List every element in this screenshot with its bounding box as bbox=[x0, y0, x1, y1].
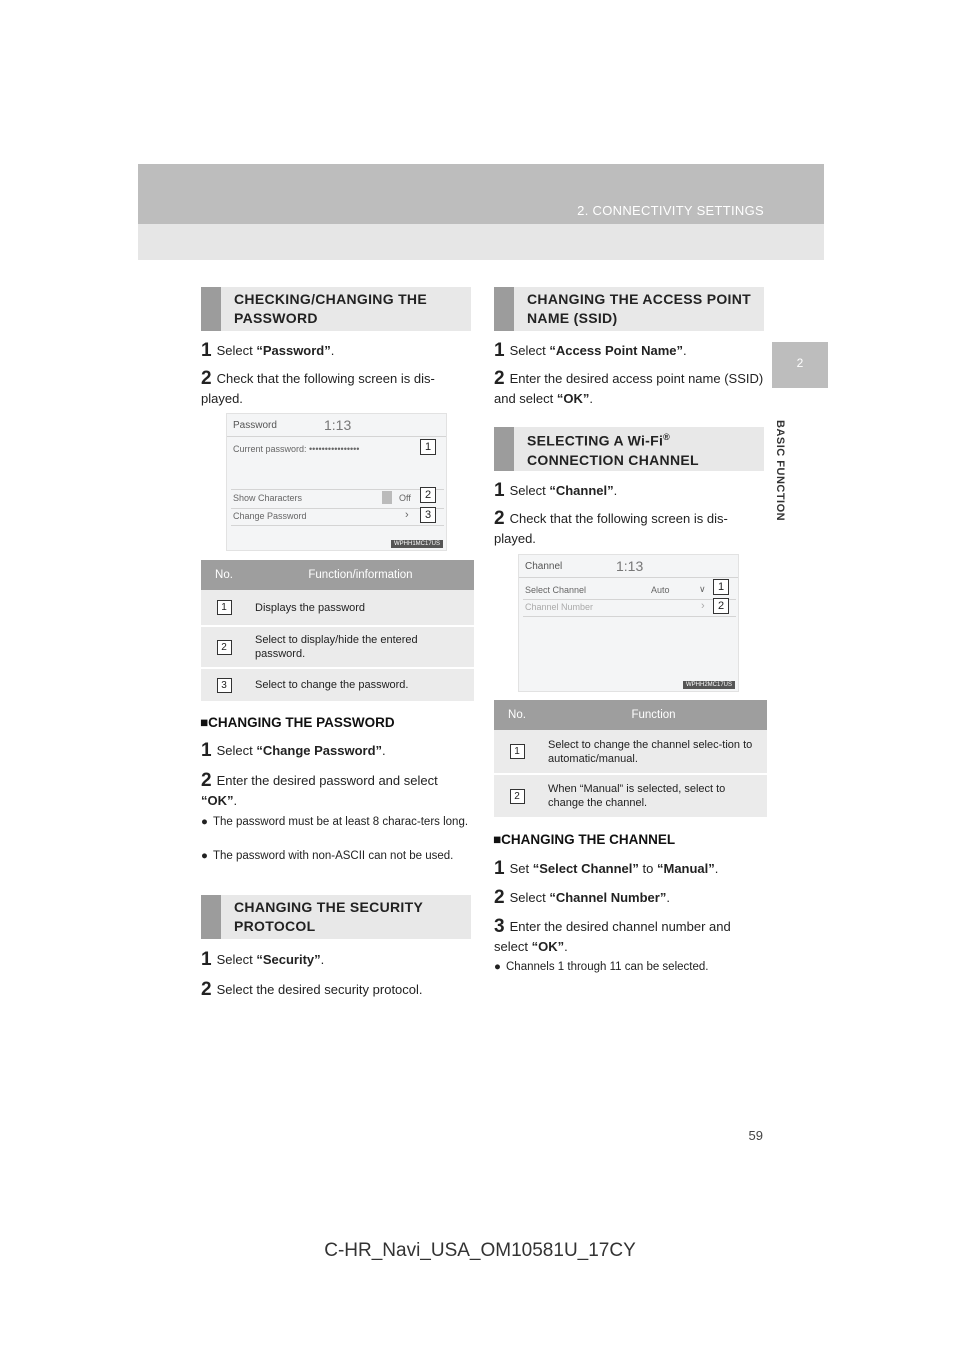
callout-2: 2 bbox=[713, 598, 729, 614]
table-row bbox=[494, 774, 767, 818]
note-text: The password with non-ASCII can not be used. bbox=[213, 850, 454, 862]
row-text: Select to change the password. bbox=[247, 668, 474, 702]
table-row bbox=[494, 730, 767, 774]
callout-2: 2 bbox=[420, 487, 436, 503]
bullet-icon: ● bbox=[494, 961, 501, 973]
table-row bbox=[201, 626, 474, 668]
wifi-channel-section-header bbox=[494, 427, 764, 471]
step-select-protocol bbox=[201, 980, 423, 1000]
step-number: 2 bbox=[494, 508, 505, 529]
header-text bbox=[514, 428, 699, 470]
header-bar bbox=[201, 287, 221, 331]
step-change-password bbox=[201, 741, 386, 761]
step-text: . bbox=[330, 343, 335, 358]
step-text: . bbox=[564, 939, 568, 954]
step-text: to bbox=[638, 861, 657, 876]
step-text: . bbox=[382, 743, 386, 758]
callout-1: 1 bbox=[713, 579, 729, 595]
changing-channel-subheading: ■CHANGING THE CHANNEL bbox=[493, 832, 676, 847]
row-text: Select to display/hide the entered password. bbox=[247, 626, 474, 668]
step-text: . bbox=[683, 343, 687, 358]
page-number: 59 bbox=[748, 1128, 763, 1143]
header-bar bbox=[494, 287, 514, 331]
callout-3: 3 bbox=[420, 507, 436, 523]
channel-mode-value[interactable]: Auto bbox=[651, 585, 670, 595]
step-number: 1 bbox=[201, 740, 212, 761]
step-keyword: “Access Point Name” bbox=[549, 343, 683, 358]
step-number: 1 bbox=[494, 340, 505, 361]
step-text: Select bbox=[509, 890, 550, 905]
header-text-line2: CONNECTION CHANNEL bbox=[527, 451, 699, 468]
image-code: WPHH1MC17US bbox=[391, 540, 443, 548]
table-row bbox=[201, 668, 474, 702]
header-text: CHANGING THE ACCESS POINT NAME (SSID) bbox=[527, 291, 751, 326]
divider bbox=[231, 525, 444, 526]
step-keyword: “OK” bbox=[556, 391, 590, 406]
header-text: CHANGING THE SECURITY PROTOCOL bbox=[234, 899, 423, 934]
step-number: 1 bbox=[494, 480, 505, 501]
change-password-label[interactable]: Change Password bbox=[233, 511, 307, 521]
step-number: 3 bbox=[494, 916, 505, 937]
section-title: 2. CONNECTIVITY SETTINGS bbox=[577, 203, 764, 218]
chapter-label bbox=[771, 420, 791, 522]
row-text: Select to change the channel selec-tion to automatic/manual. bbox=[540, 730, 767, 774]
col-no-header: No. bbox=[494, 700, 540, 730]
step-text: Check that the following screen is dis-played. bbox=[494, 511, 728, 546]
screen-title: Channel bbox=[525, 561, 563, 572]
channel-function-table bbox=[494, 700, 767, 819]
step-text: . bbox=[320, 952, 325, 967]
step-number: 2 bbox=[494, 887, 505, 908]
row-text: When “Manual” is selected, select to change the channel. bbox=[540, 774, 767, 818]
row-text: Displays the password bbox=[247, 590, 474, 626]
row-number: 1 bbox=[510, 744, 525, 759]
step-number: 1 bbox=[201, 340, 212, 361]
step-text: Set bbox=[509, 861, 533, 876]
step-number: 2 bbox=[201, 770, 212, 791]
step-text: Enter the desired channel number and select bbox=[494, 919, 731, 954]
note-text: Channels 1 through 11 can be selected. bbox=[506, 961, 709, 973]
note-non-ascii bbox=[201, 849, 473, 864]
channel-screen bbox=[518, 554, 739, 692]
step-text: Enter the desired access point name (SSID) and select bbox=[494, 371, 764, 406]
step-text: Select bbox=[216, 343, 257, 358]
security-section-header bbox=[201, 895, 471, 939]
header-bar bbox=[494, 427, 514, 471]
step-enter-ssid bbox=[494, 369, 766, 409]
step-text: Select bbox=[216, 743, 257, 758]
note-channel-range bbox=[494, 960, 766, 975]
step-keyword: “Manual” bbox=[656, 861, 715, 876]
chevron-down-icon: ∨ bbox=[699, 584, 706, 594]
step-number: 2 bbox=[201, 979, 212, 1000]
row-number: 2 bbox=[217, 640, 232, 655]
current-password-label: Current password: •••••••••••••••• bbox=[233, 444, 360, 454]
step-keyword: “Change Password” bbox=[256, 743, 383, 758]
step-text: Select bbox=[509, 343, 550, 358]
note-min-length bbox=[201, 815, 473, 830]
chevron-right-icon: › bbox=[701, 600, 705, 612]
header-text-line1: SELECTING A Wi-Fi bbox=[527, 432, 664, 449]
step-keyword: “Security” bbox=[256, 952, 321, 967]
channel-number-label[interactable]: Channel Number bbox=[525, 602, 594, 612]
step-select-access-point bbox=[494, 341, 687, 361]
divider bbox=[231, 508, 444, 509]
table-row bbox=[201, 590, 474, 626]
step-keyword: “OK” bbox=[531, 939, 565, 954]
step-select-security bbox=[201, 950, 324, 970]
divider bbox=[523, 616, 736, 617]
col-function-header: Function/information bbox=[247, 560, 474, 590]
step-number: 2 bbox=[201, 368, 212, 389]
password-function-table bbox=[201, 560, 474, 703]
screen-time: 1:13 bbox=[616, 558, 644, 574]
step-text: . bbox=[666, 890, 670, 905]
col-function-header: Function bbox=[540, 700, 767, 730]
step-text: Enter the desired password and select bbox=[216, 773, 438, 788]
select-channel-label[interactable]: Select Channel bbox=[525, 585, 587, 595]
toggle-off-label[interactable]: Off bbox=[399, 493, 411, 503]
note-text: The password must be at least 8 charac-ters long. bbox=[213, 816, 469, 828]
step-text: . bbox=[233, 793, 238, 808]
ssid-section-header bbox=[494, 287, 764, 331]
step-text: Select the desired security protocol. bbox=[216, 982, 423, 997]
divider bbox=[519, 577, 739, 578]
step-text: . bbox=[714, 861, 719, 876]
divider bbox=[231, 489, 444, 490]
step-set-manual bbox=[494, 859, 718, 879]
header-bar bbox=[201, 895, 221, 939]
step-text: . bbox=[589, 391, 593, 406]
toggle-knob bbox=[382, 491, 392, 504]
chapter-label-text: BASIC FUNCTION bbox=[774, 420, 786, 522]
step-number: 1 bbox=[201, 949, 212, 970]
divider bbox=[227, 436, 447, 437]
step-number: 2 bbox=[494, 368, 505, 389]
image-code: WPHH2MC17US bbox=[683, 681, 735, 689]
step-text: Select bbox=[216, 952, 257, 967]
chevron-right-icon: › bbox=[405, 509, 409, 521]
step-keyword: “OK” bbox=[201, 793, 234, 808]
col-no-header: No. bbox=[201, 560, 247, 590]
password-screen bbox=[226, 413, 447, 551]
callout-1: 1 bbox=[420, 439, 436, 455]
chapter-tab: 2 bbox=[772, 342, 828, 388]
registered-mark: ® bbox=[663, 432, 671, 443]
bullet-icon: ● bbox=[201, 850, 208, 862]
screen-time: 1:13 bbox=[324, 417, 352, 433]
password-section-header bbox=[201, 287, 471, 331]
screen-title: Password bbox=[233, 420, 277, 431]
step-enter-password bbox=[201, 771, 473, 811]
step-text: Check that the following screen is dis-played. bbox=[201, 371, 435, 406]
step-check-screen bbox=[201, 369, 472, 409]
changing-password-subheading: ■CHANGING THE PASSWORD bbox=[200, 715, 395, 730]
step-keyword: “Select Channel” bbox=[532, 861, 639, 876]
step-check-channel-screen bbox=[494, 509, 766, 549]
row-number: 1 bbox=[217, 600, 232, 615]
step-text: Select bbox=[509, 483, 550, 498]
row-number: 2 bbox=[510, 789, 525, 804]
step-select-channel bbox=[494, 481, 617, 501]
step-enter-channel-number bbox=[494, 917, 766, 957]
show-characters-label[interactable]: Show Characters bbox=[233, 493, 303, 503]
step-select-channel-number bbox=[494, 888, 670, 908]
bullet-icon: ● bbox=[201, 816, 208, 828]
footer-code: C-HR_Navi_USA_OM10581U_17CY bbox=[324, 1240, 636, 1261]
step-keyword: “Password” bbox=[256, 343, 331, 358]
step-number: 1 bbox=[494, 858, 505, 879]
step-select-password bbox=[201, 341, 334, 361]
step-text: . bbox=[613, 483, 618, 498]
header-text: CHECKING/CHANGING THE PASSWORD bbox=[234, 291, 427, 326]
row-number: 3 bbox=[217, 678, 232, 693]
step-keyword: “Channel Number” bbox=[549, 890, 667, 905]
step-keyword: “Channel” bbox=[549, 483, 614, 498]
